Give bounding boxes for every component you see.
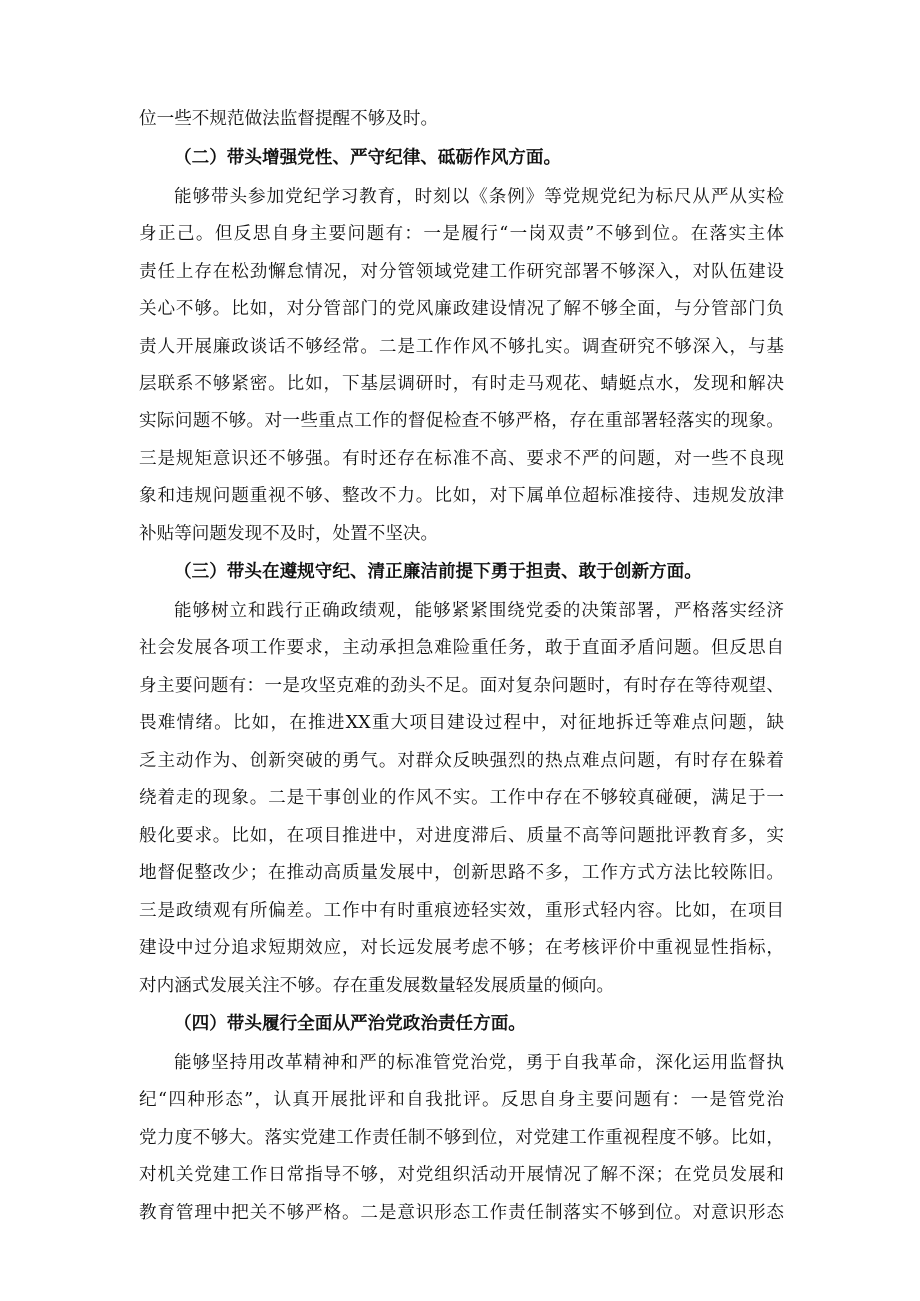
paragraph-line: 建设中过分追求短期效应，对长远发展考虑不够；在考核评价中重视显性指标，: [139, 938, 784, 958]
paragraph-line: 实际问题不够。对一些重点工作的督促检查不够严格，存在重部署轻落实的现象。: [139, 411, 784, 431]
paragraph-line: 纪“四种形态”，认真开展批评和自我批评。反思自身主要问题有：一是管党治: [139, 1090, 784, 1110]
paragraph-line: 三是规矩意识还不够强。有时还存在标准不高、要求不严的问题，对一些不良现: [139, 449, 784, 469]
paragraph-line: 对机关党建工作日常指导不够，对党组织活动开展情况了解不深；在党员发展和: [139, 1165, 784, 1185]
section-heading-2: （二）带头增强党性、严守纪律、砥砺作风方面。: [174, 147, 562, 168]
paragraph-line: 能够带头参加党纪学习教育，时刻以《条例》等党规党纪为标尺从严从实检: [174, 187, 784, 207]
paragraph-line: 责人开展廉政谈话不够经常。二是工作作风不够扎实。调查研究不够深入，与基: [139, 337, 784, 357]
paragraph-line: 能够树立和践行正确政绩观，能够紧紧围绕党委的决策部署，严格落实经济: [174, 601, 784, 621]
paragraph-line: 层联系不够紧密。比如，下基层调研时，有时走马观花、蜻蜓点水，发现和解决: [139, 374, 784, 394]
paragraph-line: 责任上存在松劲懈怠情况，对分管领域党建工作研究部署不够深入，对队伍建设: [139, 262, 784, 282]
paragraph-line: 象和违规问题重视不够、整改不力。比如，对下属单位超标准接待、违规发放津: [139, 486, 784, 506]
paragraph-line: 对内涵式发展关注不够。存在重发展数量轻发展质量的倾向。: [139, 976, 615, 996]
section-heading-4: （四）带头履行全面从严治党政治责任方面。: [174, 1013, 526, 1034]
paragraph-line: 党力度不够大。落实党建工作责任制不够到位，对党建工作重视程度不够。比如，: [139, 1128, 784, 1148]
paragraph-line: 地督促整改少；在推动高质量发展中，创新思路不多，工作方式方法比较陈旧。: [139, 863, 784, 883]
paragraph-line: 三是政绩观有所偏差。工作中有时重痕迹轻实效，重形式轻内容。比如，在项目: [139, 901, 784, 921]
paragraph-line: 社会发展各项工作要求，主动承担急难险重任务，敢于直面矛盾问题。但反思自: [139, 638, 784, 658]
paragraph-line: 位一些不规范做法监督提醒不够及时。: [139, 109, 439, 129]
paragraph-line: 身正己。但反思自身主要问题有：一是履行“一岗双责”不够到位。在落实主体: [139, 224, 784, 244]
paragraph-line: 乏主动作为、创新突破的勇气。对群众反映强烈的热点难点问题，有时存在躲着: [139, 751, 784, 771]
paragraph-line: 畏难情绪。比如，在推进XX重大项目建设过程中，对征地拆迁等难点问题，缺: [139, 713, 784, 733]
paragraph-line: 能够坚持用改革精神和严的标准管党治党，勇于自我革命，深化运用监督执: [174, 1053, 784, 1073]
paragraph-line: 身主要问题有：一是攻坚克难的劲头不足。面对复杂问题时，有时存在等待观望、: [139, 676, 784, 696]
section-heading-3: （三）带头在遵规守纪、清正廉洁前提下勇于担责、敢于创新方面。: [174, 561, 702, 582]
paragraph-line: 补贴等问题发现不及时，处置不坚决。: [139, 524, 439, 544]
paragraph-line: 般化要求。比如，在项目推进中，对进度滞后、质量不高等问题批评教育多，实: [139, 826, 784, 846]
paragraph-line: 绕着走的现象。二是干事创业的作风不实。工作中存在不够较真碰硬，满足于一: [139, 788, 784, 808]
paragraph-line: 教育管理中把关不够严格。二是意识形态工作责任制落实不够到位。对意识形态: [139, 1203, 784, 1223]
paragraph-line: 关心不够。比如，对分管部门的党风廉政建设情况了解不够全面，与分管部门负: [139, 299, 784, 319]
